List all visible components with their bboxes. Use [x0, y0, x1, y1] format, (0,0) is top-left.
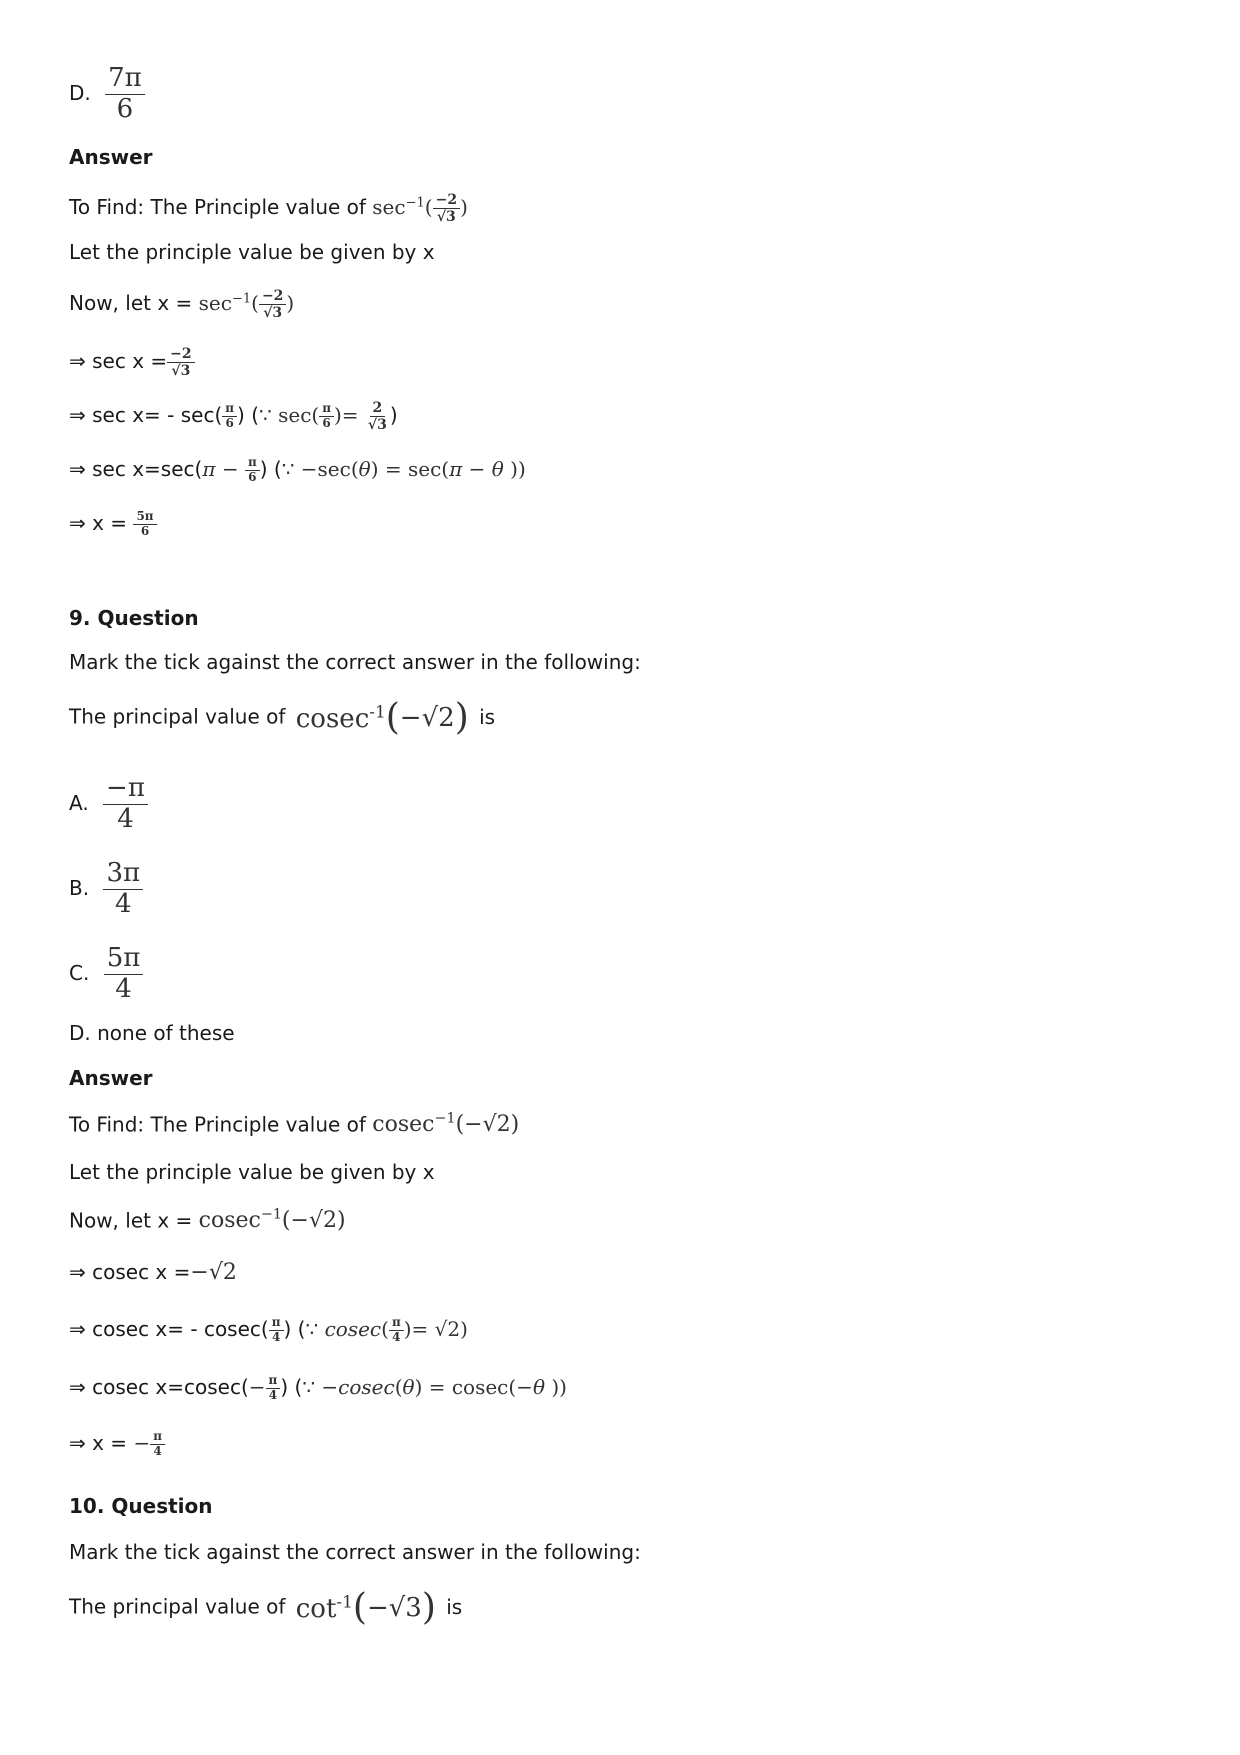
q9-option-d[interactable]: D. none of these: [69, 1021, 235, 1045]
q8-answer-heading: Answer: [69, 145, 153, 169]
q9-answer-heading: Answer: [69, 1066, 153, 1090]
q9-option-c[interactable]: C. $\frac{5\pi}{4}$: [69, 944, 143, 1005]
q9-step-2: ⇒ cosec x= - cosec( $\frac{\pi}{4}$ ) (∵ cosec( $\frac{\pi}{4}$ )= √2): [69, 1315, 468, 1344]
q8-to-find: To Find: The Principle value of $\sec^{-1}$( $\frac{-2}{√3}$ ): [69, 192, 468, 226]
q8-now-let: Now, let $x = \sec^{-1}$( $\frac{-2}{√3}$ ): [69, 288, 295, 322]
q8-let-pv: Let the principle value be given by x: [69, 240, 435, 264]
q10-instruction: Mark the tick against the correct answer in the following:: [69, 1540, 641, 1564]
q8-result: ⇒ x = $\frac{5\pi}{6}$: [69, 510, 157, 539]
q9-now-let: Now, let x = cosec$^{-1}$(−√2): [69, 1207, 346, 1234]
q9-result: ⇒ x = − $\frac{\pi}{4}$: [69, 1430, 165, 1459]
option-label: D.: [69, 80, 91, 105]
q8-step-3: ⇒ sec x=sec(π − $\frac{\pi}{6}$ ) (∵ −sec(θ) = sec(π − θ )): [69, 455, 526, 484]
q9-option-b[interactable]: B. $\frac{3\pi}{4}$: [69, 859, 143, 920]
q8-step-1: ⇒ sec x = $\frac{-2}{√3}$: [69, 346, 195, 379]
q9-instruction: Mark the tick against the correct answer in the following:: [69, 650, 641, 674]
q9-let-pv: Let the principle value be given by x: [69, 1160, 435, 1184]
q9-to-find: To Find: The Principle value of cosec$^{-1}$(−√2): [69, 1111, 520, 1138]
q9-option-a[interactable]: A. $\frac{-\pi}{4}$: [69, 774, 148, 835]
q10-question: The principal value of $\cot^{-1}(-√3)$ is: [69, 1587, 463, 1628]
q9-heading: 9. Question: [69, 606, 199, 630]
q8-option-d[interactable]: [69, 64, 145, 125]
q10-heading: 10. Question: [69, 1494, 213, 1518]
q9-question: The principal value of cosec$^{-1}$(−√2) is: [69, 697, 496, 738]
q9-step-1: ⇒ cosec x =−√2: [69, 1260, 237, 1285]
fraction: $\frac{7\pi}{6}$: [105, 64, 145, 125]
q8-step-2: ⇒ sec x= - sec( $\frac{\pi}{6}$ ) (∵ sec( $\frac{\pi}{6}$ )= $\frac{2}{√3}$ ): [69, 400, 398, 434]
q9-step-3: ⇒ cosec x=cosec(− $\frac{\pi}{4}$ ) (∵ −cosec(θ) = cosec(−θ )): [69, 1373, 567, 1402]
